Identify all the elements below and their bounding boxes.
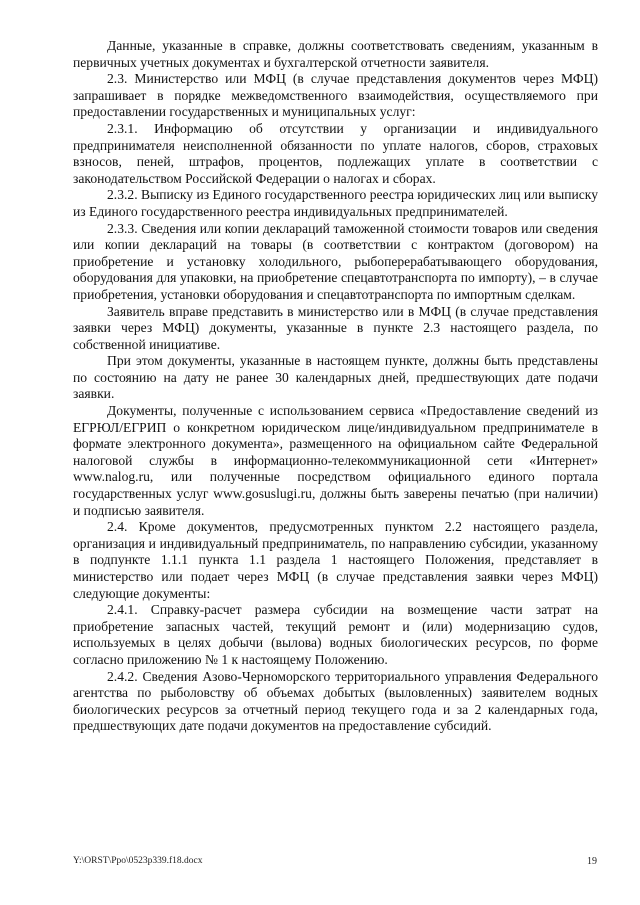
paragraph-report-data: Данные, указанные в справке, должны соответствовать сведениям, указанным в первичных учетных документах и бухгалтерской отчетности заявителя.: [73, 38, 598, 70]
paragraph-2-3-2: 2.3.2. Выписку из Единого государственного реестра юридических лиц или выписку из Единого государственного реестра индивидуальных предпринимателей.: [73, 187, 598, 219]
paragraph-2-4: 2.4. Кроме документов, предусмотренных пунктом 2.2 настоящего раздела, организация и индивидуальный предприниматель, по направлению субсидии, указанному в подпункте 1.1.1 пункта 1.1 раздела 1 настоящего Положения, представляет в министерство или подает через МФЦ (в случае представления заявки через МФЦ) следующие документы:: [73, 519, 598, 601]
paragraph-2-4-1: 2.4.1. Справку-расчет размера субсидии на возмещение части затрат на приобретение запасных частей, текущий ремонт и (или) модернизацию судов, используемых в целях добычи (вылова) водных биологических ресурсов, по форме согласно приложению № 1 к настоящему Положению.: [73, 602, 598, 667]
paragraph-2-3-1: 2.3.1. Информацию об отсутствии у организации и индивидуального предпринимателя неисполненной обязанности по уплате налогов, сборов, страховых взносов, пеней, штрафов, процентов, подлежащих уплате в соответствии с законодательством Российской Федерации о налогах и сборах.: [73, 120, 598, 186]
footer-page-number: 19: [587, 856, 597, 867]
paragraph-2-3-3: 2.3.3. Сведения или копии деклараций таможенной стоимости товаров или сведения или копии деклараций на товары (в соответствии с контрактом (договором) на приобретение и установку холодильного, рыбоперерабатывающего оборудования, оборудования для упаковки, на приобретение спецавтотранспорта по импорту), – в случае приобретения, установки оборудования и спецавтотранспорта по импортным сделкам.: [73, 220, 598, 302]
footer-file-path: Y:\ORST\Ppo\0523p339.f18.docx: [73, 856, 203, 866]
paragraph-egrul-service: Документы, полученные с использованием сервиса «Предоставление сведений из ЕГРЮЛ/ЕГРИП о конкретном юридическом лице/индивидуальном предпринимателе в формате электронного документа», размещенного на официальном сайте Федеральной налоговой службы в информационно-телекоммуникационной сети «Интернет» www.nalog.ru, или полученные посредством официального единого портала государственных услуг www.gosuslugi.ru, должны быть заверены печатью (при наличии) и подписью заявителя.: [73, 403, 598, 518]
paragraph-2-3: 2.3. Министерство или МФЦ (в случае представления документов через МФЦ) запрашивает в порядке межведомственного взаимодействия, осуществляемого при предоставлении государственных и муниципальных услуг:: [73, 71, 598, 120]
document-body: [73, 38, 598, 735]
paragraph-2-4-2: 2.4.2. Сведения Азово-Черноморского территориального управления Федерального агентства по рыболовству об объемах добытых (выловленных) заявителем водных биологических ресурсов за отчетный период текущего года и за 2 календарных года, предшествующих дате подачи документов на предоставление субсидий.: [73, 668, 598, 734]
paragraph-applicant-right: Заявитель вправе представить в министерство или в МФЦ (в случае представления заявки через МФЦ) документы, указанные в пункте 2.3 настоящего раздела, по собственной инициативе.: [73, 303, 598, 352]
paragraph-document-date: При этом документы, указанные в настоящем пункте, должны быть представлены по состоянию на дату не ранее 30 календарных дней, предшествующих дате подачи заявки.: [73, 353, 598, 402]
